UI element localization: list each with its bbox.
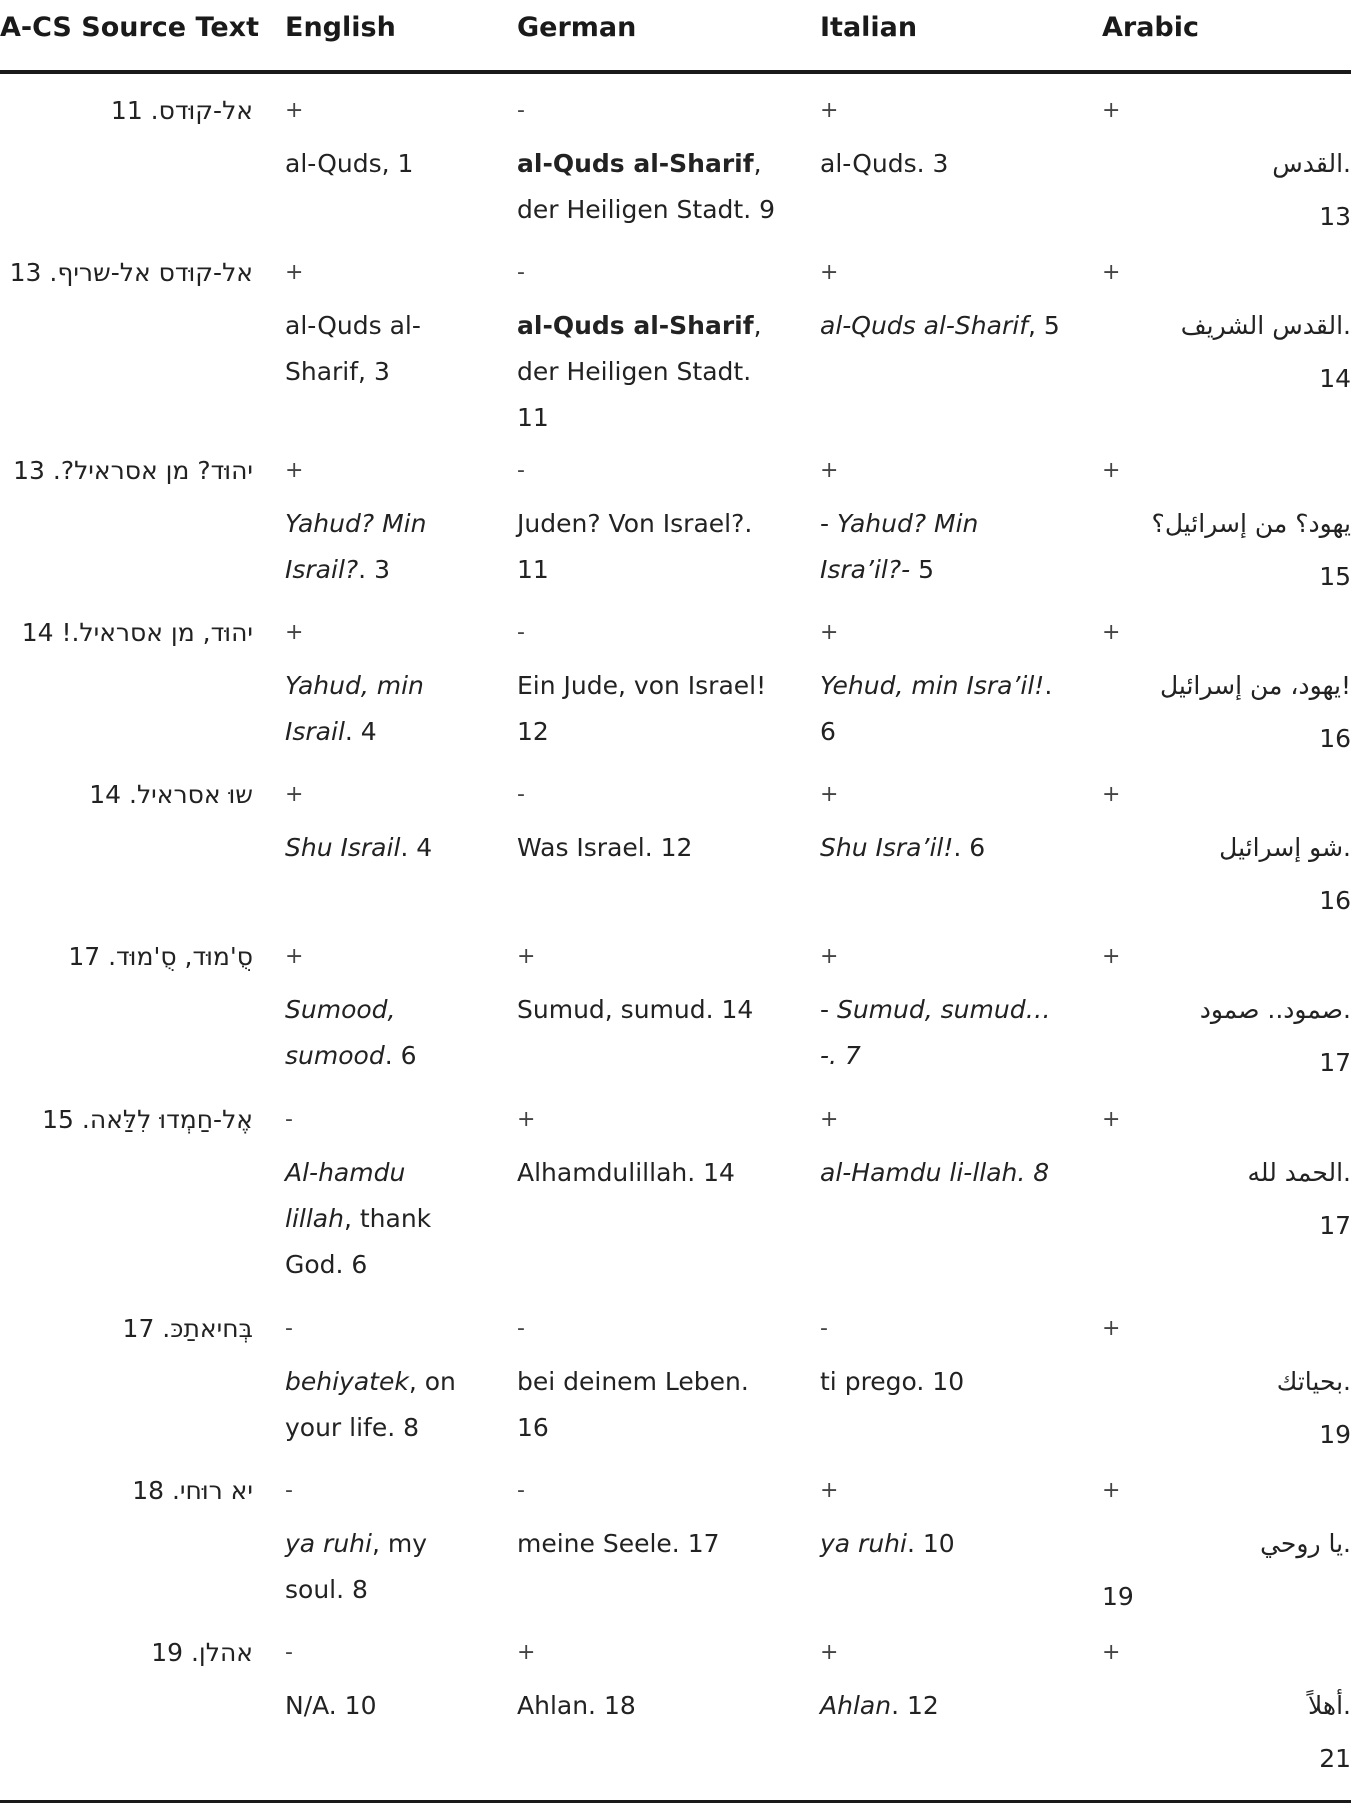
text-run: al-Quds al-Sharif [820, 311, 1028, 340]
arabic-page-number: 15 [1319, 562, 1351, 591]
match-mark: + [820, 1478, 839, 1503]
match-mark: + [285, 260, 304, 285]
text-run: - [820, 509, 837, 538]
match-mark: + [820, 1640, 839, 1665]
arabic-page-number: 19 [1102, 1582, 1134, 1611]
match-mark: + [820, 98, 839, 123]
arabic-translation-cell: صمود.. صمود. [1199, 995, 1351, 1024]
text-run: Ahlan [820, 1691, 892, 1720]
english-translation-cell [285, 141, 413, 187]
match-mark: - [285, 1316, 293, 1341]
match-mark: + [820, 944, 839, 969]
match-mark: - [517, 1316, 525, 1341]
text-run: ya ruhi [285, 1529, 372, 1558]
english-translation-cell [285, 1521, 427, 1613]
english-translation-cell [285, 303, 421, 395]
german-translation-cell [517, 987, 753, 1033]
text-run: Yahud? Min [836, 509, 979, 538]
text-run: al-Quds, 1 [285, 149, 414, 178]
text-run: ya ruhi [820, 1529, 907, 1558]
text-run: Israil [285, 717, 345, 746]
match-mark: + [1102, 1478, 1121, 1503]
german-translation-cell [517, 141, 775, 233]
header-italian: Italian [820, 12, 918, 43]
italian-translation-cell [820, 663, 1052, 755]
text-run: . 10 [906, 1529, 955, 1558]
match-mark: + [820, 458, 839, 483]
source-text-cell: אהלן. 19 [151, 1638, 253, 1667]
text-run: Shu Israil [285, 833, 401, 862]
arabic-translation-cell: أهلاً. [1308, 1691, 1351, 1720]
text-run: Sharif, 3 [285, 357, 390, 386]
text-run: . 3 [358, 555, 390, 584]
arabic-translation-cell: شو إسرائيل. [1219, 833, 1351, 862]
text-run: . 6 [384, 1041, 417, 1070]
text-run: Israil? [285, 555, 359, 584]
text-run: , 5 [1028, 311, 1060, 340]
header-german: German [517, 12, 637, 43]
italian-translation-cell [820, 141, 948, 187]
match-mark: + [285, 98, 304, 123]
text-run: Sumud, sumud. 14 [517, 995, 754, 1024]
match-mark: - [285, 1478, 293, 1503]
text-run: al-Quds al- [285, 311, 421, 340]
text-run: al-Quds al-Sharif [517, 149, 754, 178]
text-run: al-Quds al-Sharif [517, 311, 754, 340]
match-mark: + [820, 260, 839, 285]
header-rule [0, 70, 1351, 74]
text-run: al-Hamdu li-llah. 8 [820, 1158, 1050, 1187]
arabic-page-number: 16 [1319, 886, 1351, 915]
text-run: , [753, 311, 762, 340]
text-run: Shu Isra’il! [820, 833, 954, 862]
text-run: , [753, 149, 762, 178]
source-text-cell: אל-קוּדס. 11 [110, 96, 253, 125]
match-mark: + [820, 1107, 839, 1132]
arabic-page-number: 13 [1319, 202, 1351, 231]
text-run: soul. 8 [285, 1575, 368, 1604]
match-mark: - [517, 98, 525, 123]
source-text-cell: אֶל-חַמְדוּ לִלַּאה. 15 [42, 1105, 253, 1134]
german-translation-cell [517, 825, 692, 871]
text-run: Was Israel. 12 [517, 833, 693, 862]
text-run: der Heiligen Stadt. 9 [517, 195, 775, 224]
match-mark: - [285, 1107, 293, 1132]
source-text-cell: שוּ אסראיל. 14 [89, 780, 253, 809]
arabic-page-number: 21 [1319, 1744, 1351, 1773]
match-mark: - [517, 1478, 525, 1503]
text-run: N/A. 10 [285, 1691, 377, 1720]
match-mark: + [820, 620, 839, 645]
header-source-text: A-CS Source Text [0, 12, 259, 43]
text-run: der Heiligen Stadt. [517, 357, 752, 386]
match-mark: + [1102, 1640, 1121, 1665]
match-mark: + [1102, 944, 1121, 969]
text-run: al-Quds. 3 [820, 149, 949, 178]
arabic-translation-cell: القدس. [1272, 149, 1351, 178]
text-run: - [820, 995, 837, 1024]
italian-translation-cell [820, 1683, 939, 1729]
source-text-cell: אל-קוּדס אל-שריף. 13 [9, 258, 253, 287]
text-run: 12 [517, 717, 549, 746]
match-mark: + [517, 944, 536, 969]
match-mark: + [1102, 98, 1121, 123]
text-run: . [1044, 671, 1053, 700]
match-mark: - [820, 1316, 828, 1341]
match-mark: - [517, 458, 525, 483]
german-translation-cell [517, 1521, 720, 1567]
text-run: 6 [820, 717, 836, 746]
arabic-page-number: 17 [1319, 1211, 1351, 1240]
text-run: Juden? Von Israel?. [517, 509, 753, 538]
italian-translation-cell [820, 1359, 964, 1405]
italian-translation-cell [820, 1150, 1049, 1196]
match-mark: + [1102, 620, 1121, 645]
german-translation-cell [517, 663, 766, 755]
text-run: . 4 [344, 717, 377, 746]
header-english: English [285, 12, 396, 43]
text-run: your life. 8 [285, 1413, 420, 1442]
match-mark: + [1102, 782, 1121, 807]
match-mark: + [285, 458, 304, 483]
english-translation-cell [285, 1359, 456, 1451]
italian-translation-cell [820, 1521, 955, 1567]
text-run: . 12 [891, 1691, 939, 1720]
text-run: . 6 [953, 833, 986, 862]
text-run: meine Seele. 17 [517, 1529, 720, 1558]
german-translation-cell [517, 1359, 749, 1451]
arabic-page-number: 16 [1319, 724, 1351, 753]
english-translation-cell [285, 1683, 377, 1729]
german-translation-cell [517, 501, 752, 593]
match-mark: - [517, 782, 525, 807]
text-run: behiyatek [285, 1367, 409, 1396]
german-translation-cell [517, 1683, 636, 1729]
match-mark: - [285, 1640, 293, 1665]
text-run: , thank [343, 1204, 432, 1233]
text-run: -. 7 [820, 1041, 861, 1070]
text-run: Alhamdulillah. 14 [517, 1158, 735, 1187]
header-arabic: Arabic [1102, 12, 1200, 43]
text-run: 5 [910, 555, 934, 584]
arabic-page-number: 19 [1319, 1420, 1351, 1449]
source-text-cell: יהוּד, מן אסראיל.! 14 [21, 618, 253, 647]
text-run: Ein Jude, von Israel! [517, 671, 767, 700]
match-mark: - [517, 260, 525, 285]
italian-translation-cell [820, 825, 985, 871]
text-run: , on [408, 1367, 456, 1396]
english-translation-cell [285, 1150, 431, 1288]
text-run: 11 [517, 403, 549, 432]
italian-translation-cell [820, 501, 978, 593]
english-translation-cell [285, 663, 424, 755]
text-run: ti prego. 10 [820, 1367, 965, 1396]
italian-translation-cell [820, 303, 1060, 349]
text-run: Sumood, [285, 995, 396, 1024]
source-text-cell: יהוּד? מן אסראיל?. 13 [13, 456, 253, 485]
text-run: lillah [285, 1204, 344, 1233]
text-run: Al-hamdu [285, 1158, 406, 1187]
source-text-cell: סֻ'מוּד, סֻ'מוּד. 17 [68, 942, 253, 971]
match-mark: + [285, 944, 304, 969]
text-run: bei deinem Leben. [517, 1367, 749, 1396]
text-run: . 4 [400, 833, 433, 862]
arabic-translation-cell: القدس الشريف. [1180, 311, 1351, 340]
english-translation-cell [285, 825, 432, 871]
match-mark: + [1102, 1107, 1121, 1132]
match-mark: + [820, 782, 839, 807]
german-translation-cell [517, 303, 762, 441]
italian-translation-cell [820, 987, 1051, 1079]
text-run: Sumud, sumud… [836, 995, 1051, 1024]
text-run: God. 6 [285, 1250, 368, 1279]
arabic-translation-cell: يهود؟ من إسرائيل؟ [1151, 509, 1351, 538]
english-translation-cell [285, 501, 426, 593]
text-run: 16 [517, 1413, 549, 1442]
german-translation-cell [517, 1150, 735, 1196]
arabic-translation-cell: يهود، من إسرائيل! [1159, 671, 1351, 700]
match-mark: + [517, 1107, 536, 1132]
match-mark: + [1102, 1316, 1121, 1341]
text-run: Ahlan. 18 [517, 1691, 636, 1720]
bottom-rule [0, 1800, 1351, 1803]
match-mark: + [285, 782, 304, 807]
text-run: , my [371, 1529, 428, 1558]
match-mark: + [1102, 458, 1121, 483]
match-mark: + [517, 1640, 536, 1665]
english-translation-cell [285, 987, 417, 1079]
text-run: Isra’il?- [820, 555, 911, 584]
text-run: 11 [517, 555, 549, 584]
arabic-translation-cell: الحمد لله. [1247, 1158, 1351, 1187]
arabic-translation-cell: يا روحي. [1260, 1529, 1351, 1558]
text-run: Yahud? Min [285, 509, 427, 538]
match-mark: + [1102, 260, 1121, 285]
match-mark: + [285, 620, 304, 645]
match-mark: - [517, 620, 525, 645]
arabic-page-number: 17 [1319, 1048, 1351, 1077]
arabic-translation-cell: بحياتك. [1276, 1367, 1351, 1396]
source-text-cell: יא רוּחי. 18 [132, 1476, 253, 1505]
text-run: Yehud, min Isra’il! [820, 671, 1045, 700]
source-text-cell: בְּחיאתַכּ. 17 [122, 1314, 253, 1343]
arabic-page-number: 14 [1319, 364, 1351, 393]
text-run: sumood [285, 1041, 385, 1070]
text-run: Yahud, min [285, 671, 424, 700]
